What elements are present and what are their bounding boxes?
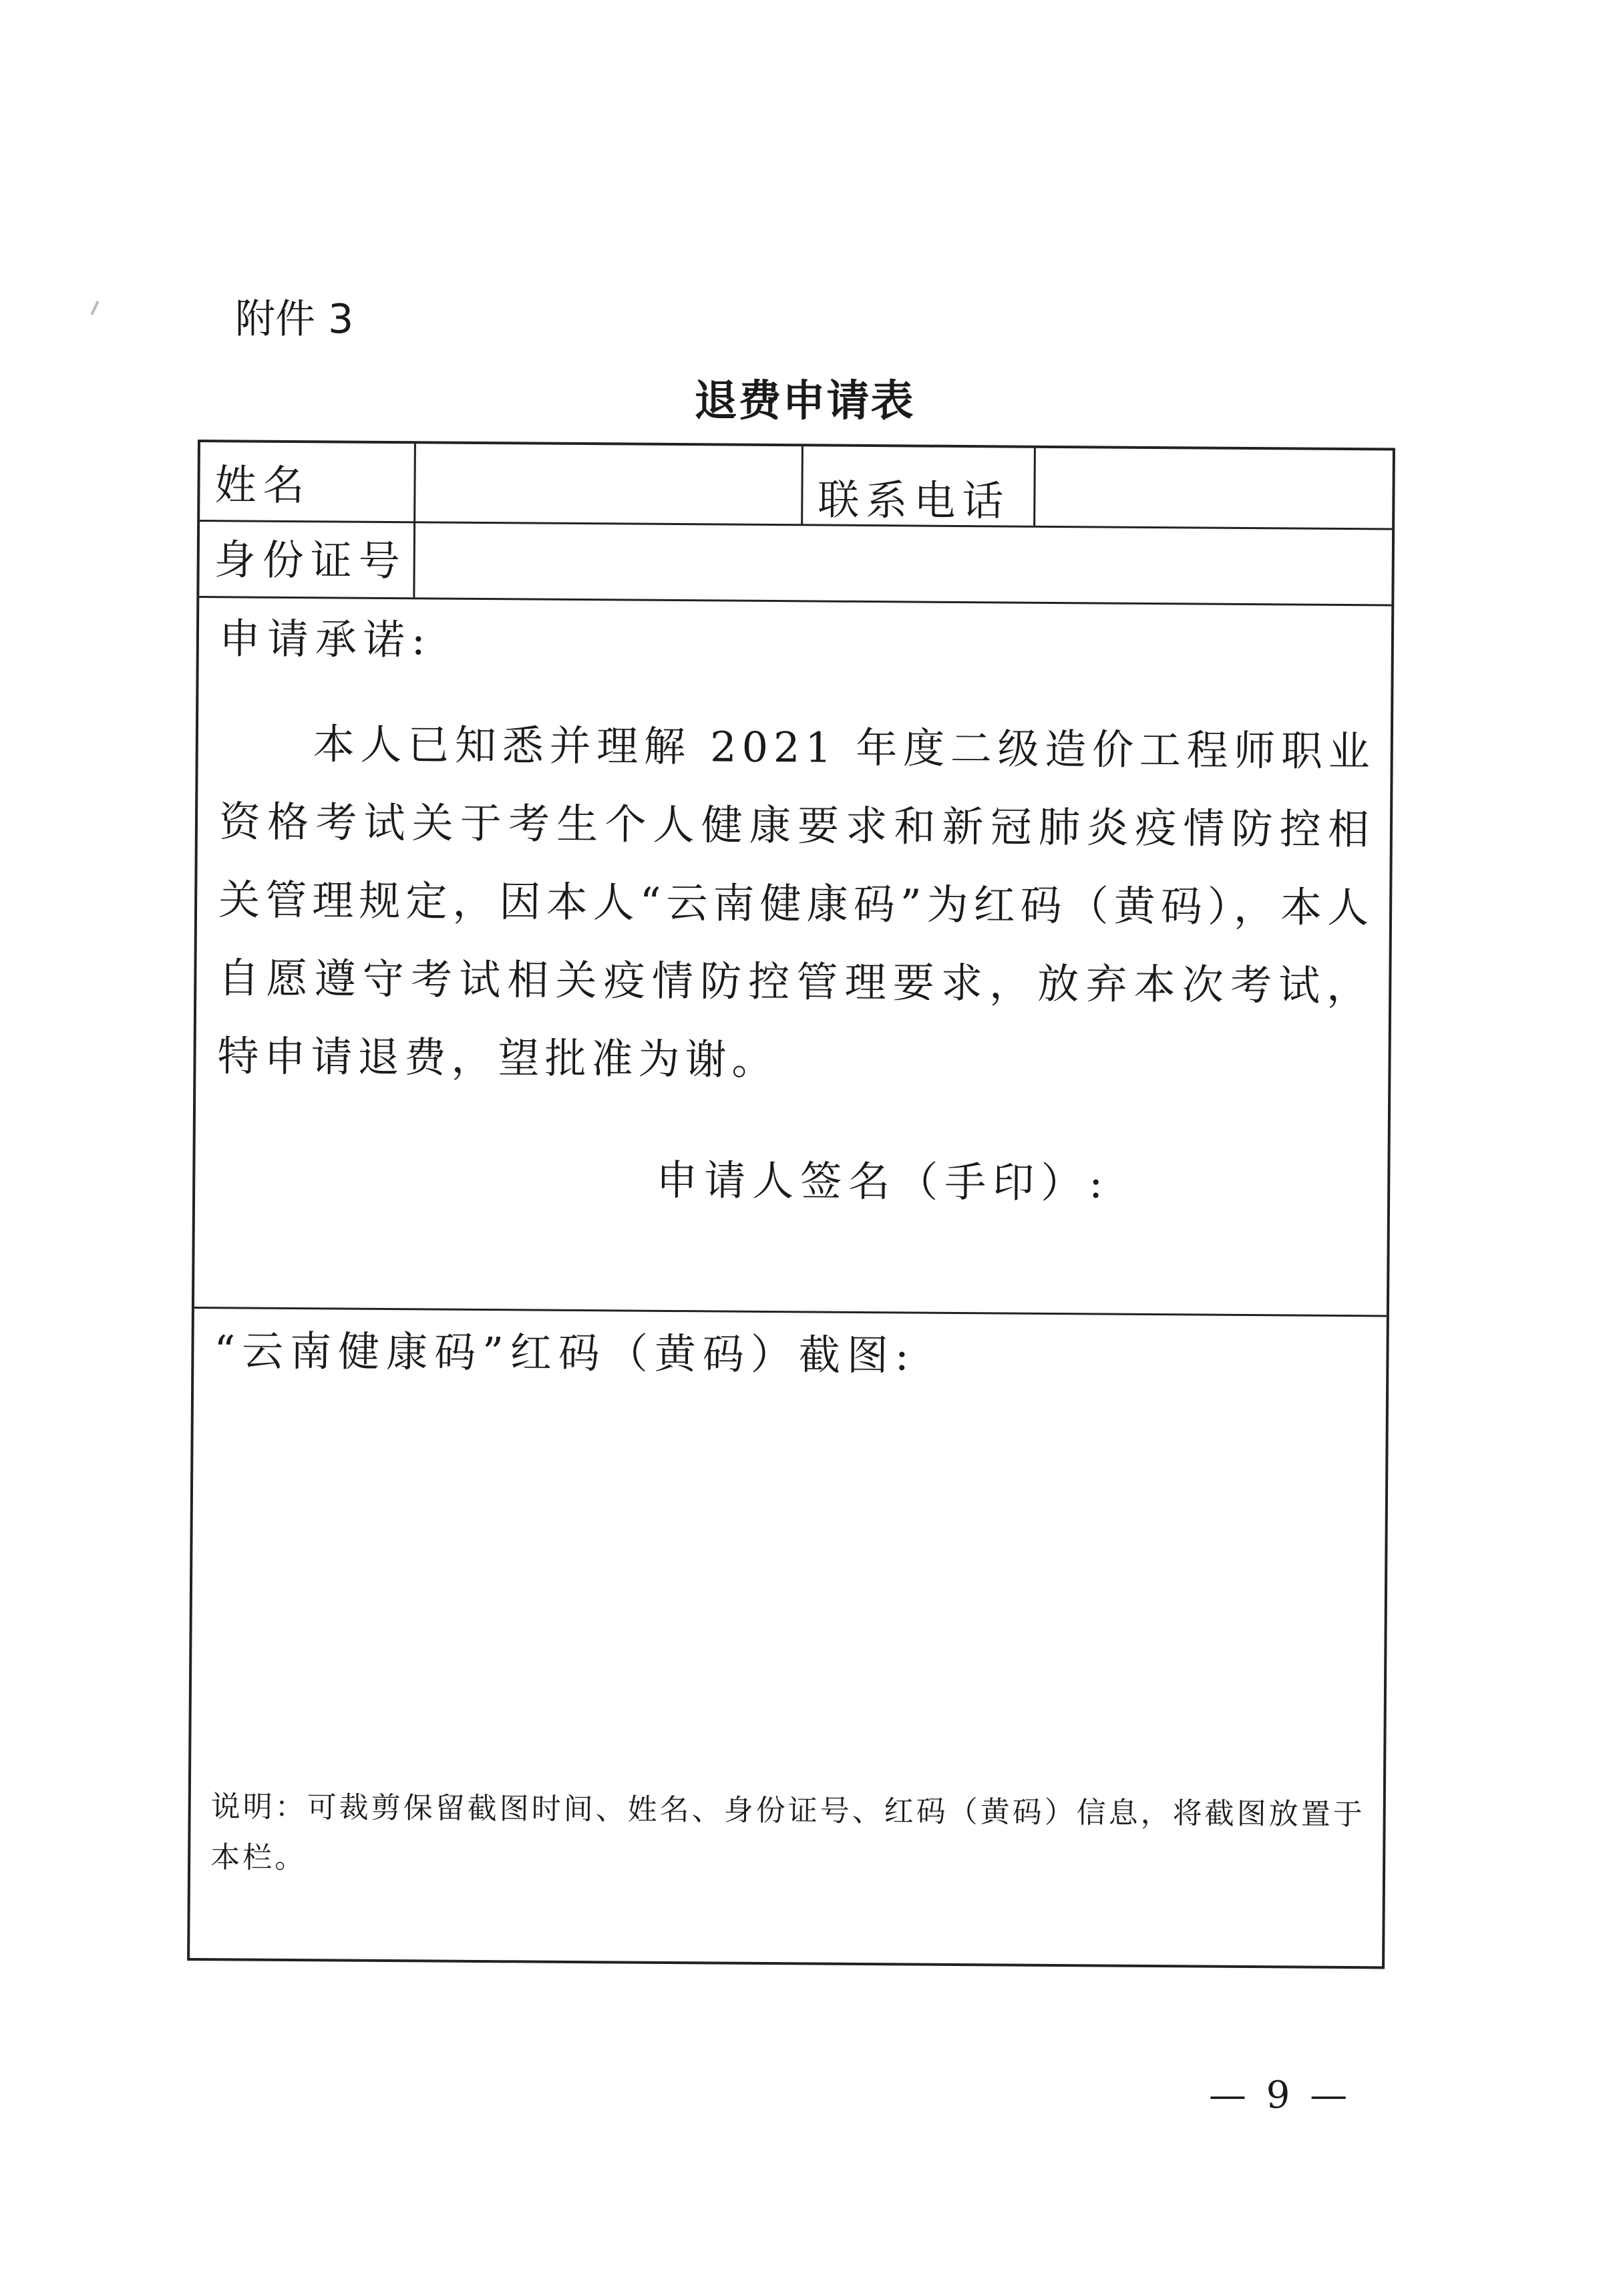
signature-label: 申请人签名（手印）: (656, 1155, 1110, 1208)
divider (801, 446, 803, 525)
form-title: 退费申请表 (694, 377, 915, 426)
screenshot-area[interactable] (211, 1391, 1363, 1773)
refund-application-form (187, 440, 1395, 1969)
name-field[interactable] (427, 460, 788, 516)
row-divider (194, 1307, 1387, 1317)
scan-speck (91, 301, 100, 315)
row-divider (199, 596, 1391, 606)
attachment-label: 附件 3 (235, 296, 354, 343)
id-number-field[interactable] (426, 534, 1362, 595)
promise-heading: 申请承诺: (218, 614, 433, 665)
id-number-label: 身份证号 (214, 535, 407, 586)
signature-field[interactable] (1063, 1156, 1345, 1212)
phone-label: 联系电话 (818, 475, 1011, 526)
phone-field[interactable] (1048, 464, 1369, 520)
divider (1033, 448, 1036, 527)
screenshot-heading: “云南健康码”红码（黄码）截图: (214, 1326, 916, 1380)
page-number: — 9 — (1209, 2074, 1352, 2117)
screenshot-note: 说明：可裁剪保留截图时间、姓名、身份证号、红码（黄码）信息，将截图放置于本栏。 (210, 1790, 1365, 1876)
name-label: 姓名 (214, 460, 311, 510)
promise-text: 本人已知悉并理解 2021 年度二级造价工程师职业资格考试关于考生个人健康要求和新冠肺炎疫情防控相关管理规定，因本人“云南健康码”为红码（黄码），本人自愿遵守考试相关疫情防控管理要求，放弃本次考试，特申请退费，望批准为谢。 (217, 719, 1376, 1085)
row-divider (200, 520, 1392, 530)
